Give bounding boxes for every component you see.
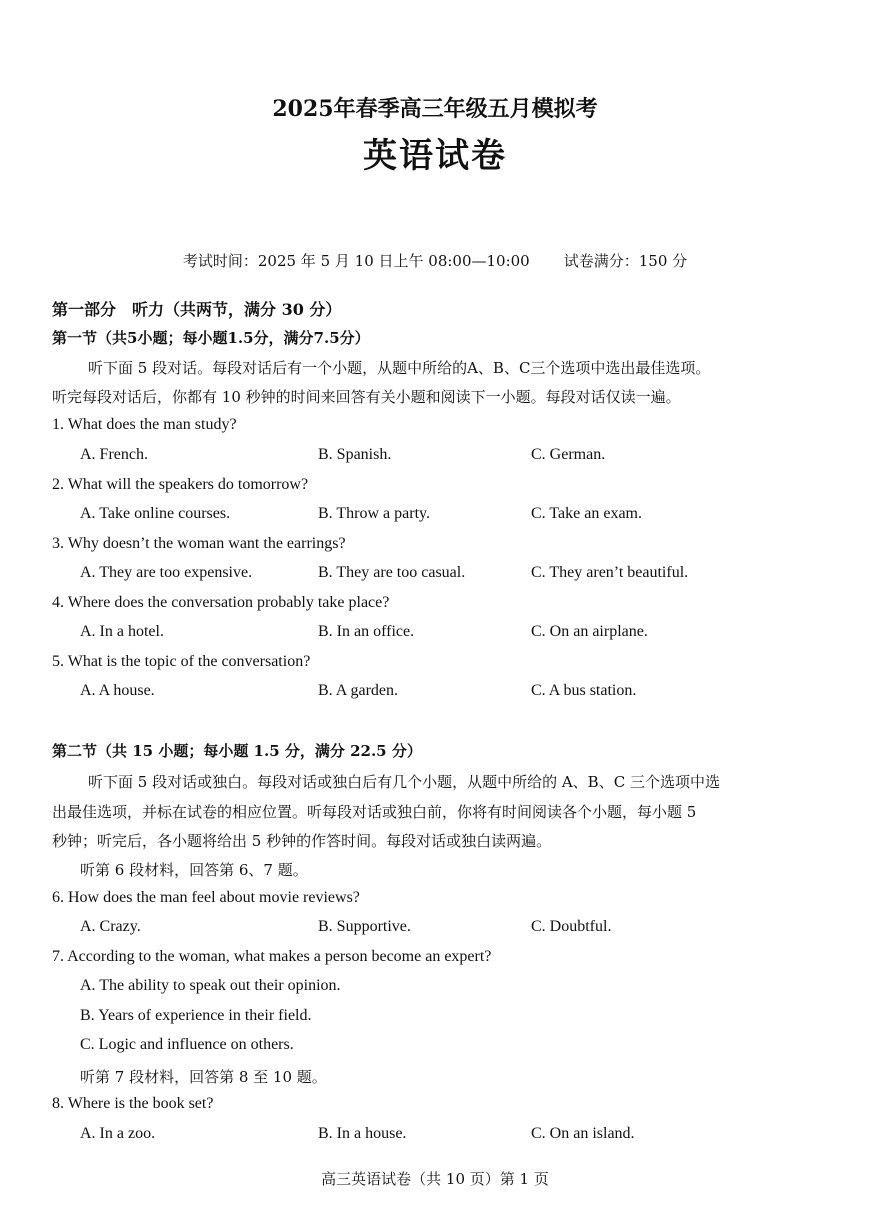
q3-option-b: B. They are too casual.	[318, 564, 466, 581]
q3-option-c: C. They aren’t beautiful.	[531, 564, 689, 581]
q5-option-b: B. A garden.	[318, 682, 398, 699]
q1-option-b: B. Spanish.	[318, 446, 392, 463]
q7-option-c: C. Logic and influence on others.	[80, 1036, 294, 1053]
section1-instructions-2: 听完每段对话后，你都有 10 秒钟的时间来回答有关小题和阅读下一小题。每段对话仅读一遍。	[52, 388, 681, 406]
part1-heading: 第一部分 听力（共两节，满分 30 分）	[52, 300, 342, 319]
exam-meta	[0, 250, 870, 271]
q2-option-a: A. Take online courses.	[80, 505, 231, 522]
q3-option-a: A. They are too expensive.	[80, 564, 253, 581]
q8-option-a: A. In a zoo.	[80, 1125, 156, 1142]
q6-option-c: C. Doubtful.	[531, 918, 612, 935]
subject-title: 英语试卷	[363, 136, 507, 176]
section2-instructions-3: 秒钟；听完后，各小题将给出 5 秒钟的作答时间。每段对话或独白读两遍。	[52, 832, 552, 850]
q4-option-a: A. In a hotel.	[80, 623, 164, 640]
question-6: 6. How does the man feel about movie reviews?	[52, 889, 360, 906]
q7-option-a: A. The ability to speak out their opinion.	[80, 977, 341, 994]
q8-option-c: C. On an island.	[531, 1125, 635, 1142]
q6-option-a: A. Crazy.	[80, 918, 141, 935]
page-footer: 高三英语试卷（共 10 页）第 1 页	[321, 1170, 549, 1188]
q2-option-b: B. Throw a party.	[318, 505, 430, 522]
question-5: 5. What is the topic of the conversation?	[52, 653, 311, 670]
question-8: 8. Where is the book set?	[52, 1095, 214, 1112]
q1-option-a: A. French.	[80, 446, 148, 463]
material-7-note: 听第 7 段材料，回答第 8 至 10 题。	[80, 1068, 327, 1086]
q7-option-b: B. Years of experience in their field.	[80, 1007, 312, 1024]
q5-option-a: A. A house.	[80, 682, 155, 699]
q1-option-c: C. German.	[531, 446, 606, 463]
section1-heading: 第一节（共5小题；每小题1.5分，满分7.5分）	[52, 329, 370, 347]
q6-option-b: B. Supportive.	[318, 918, 411, 935]
question-2: 2. What will the speakers do tomorrow?	[52, 476, 309, 493]
q2-option-c: C. Take an exam.	[531, 505, 642, 522]
section1-instructions-1: 听下面 5 段对话。每段对话后有一个小题，从题中所给的A、B、C三个选项中选出最佳选项。	[88, 359, 711, 377]
full-score: 试卷满分：150 分	[563, 252, 688, 270]
q4-option-b: B. In an office.	[318, 623, 415, 640]
q8-option-b: B. In a house.	[318, 1125, 407, 1142]
question-4: 4. Where does the conversation probably take place?	[52, 594, 390, 611]
question-3: 3. Why doesn’t the woman want the earrings?	[52, 535, 346, 552]
q5-option-c: C. A bus station.	[531, 682, 637, 699]
exam-title: 2025年春季高三年级五月模拟考	[272, 96, 598, 122]
exam-time: 考试时间：2025 年 5 月 10 日上午 08:00—10:00	[182, 252, 530, 270]
section2-heading: 第二节（共 15 小题；每小题 1.5 分，满分 22.5 分）	[52, 742, 422, 760]
material-6-note: 听第 6 段材料，回答第 6、7 题。	[80, 861, 308, 879]
section2-instructions-1: 听下面 5 段对话或独白。每段对话或独白后有几个小题，从题中所给的 A、B、C 三个选项中选	[88, 773, 720, 791]
question-1: 1. What does the man study?	[52, 416, 237, 433]
section2-instructions-2: 出最佳选项，并标在试卷的相应位置。听每段对话或独白前，你将有时间阅读各个小题，每小题 5	[52, 803, 697, 821]
q4-option-c: C. On an airplane.	[531, 623, 648, 640]
question-7: 7. According to the woman, what makes a person become an expert?	[52, 948, 492, 965]
